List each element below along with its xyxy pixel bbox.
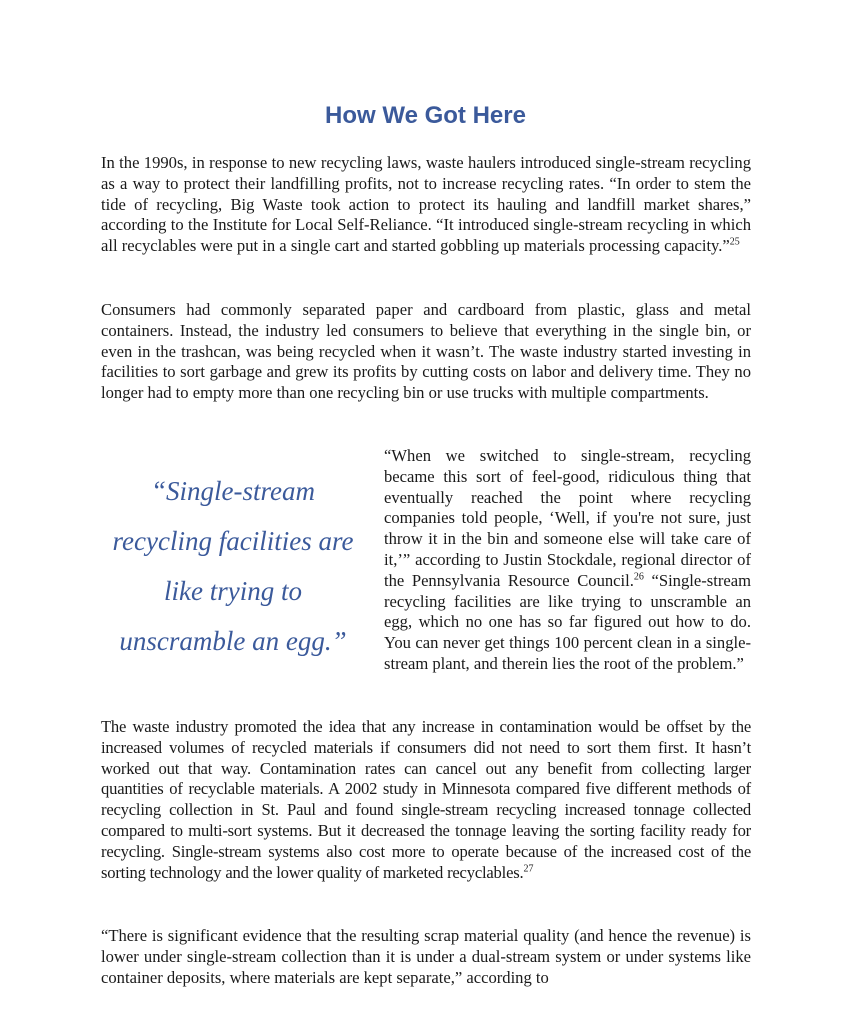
paragraph-contamination bbox=[101, 717, 751, 883]
paragraph-single-stream-origins bbox=[101, 153, 751, 257]
paragraph-consumer-separation bbox=[101, 300, 751, 404]
paragraph-text: The waste industry promoted the idea that any increase in contamination would be offset by the increased volumes of recycled materials if consumers did not need to sort them first. It hasn’t worked out that way. Contamination rates can cancel out any benefit from collecting larger quantities of recyclable materials. A 2002 study in Minnesota compared five different methods of recycling collection in St. Paul and found single-stream recycling increased tonnage collected compared to multi-sort systems. But it decreased the tonnage leaving the sorting facility ready for recycling. Single-stream systems also cost more to operate because of the increased cost of the sorting technology and the lower quality of marketed recyclables. bbox=[101, 717, 751, 882]
paragraph-text: “There is significant evidence that the resulting scrap material quality (and hence the revenue) is lower under single-stream collection than it is under a dual-stream system or under systems like container deposits, where materials are kept separate,” according to bbox=[101, 926, 751, 987]
footnote-reference: 25 bbox=[729, 236, 740, 248]
pull-quote: “Single-stream recycling facilities are like trying to unscramble an egg.” bbox=[112, 476, 354, 656]
quote-text: “When we switched to single-stream, recycling became this sort of feel-good, ridiculous thing that eventually reached the point where recycling companies told people, ‘Well, if you're not sure, just throw it in the bin and someone else will take care of it,’” according to Justin Stockdale, regional director of the Pennsylvania Resource Council. bbox=[384, 446, 751, 590]
quote-text-continued: “Single-stream recycling facilities are like trying to unscramble an egg, which no one has so far figured out how to do. You can never get things 100 percent clean in a single-stream plant, and therein lies the root of the problem.” bbox=[384, 570, 752, 673]
footnote-reference: 26 bbox=[633, 571, 644, 583]
footnote-reference: 27 bbox=[523, 863, 534, 875]
paragraph-material-quality bbox=[101, 926, 751, 988]
block-quote-stockdale bbox=[384, 446, 751, 675]
paragraph-text: Consumers had commonly separated paper and cardboard from plastic, glass and metal containers. Instead, the industry led consumers to believe that everything in the single bin, or even in the trashcan, was being recycled when it wasn’t. The waste industry started investing in facilities to sort garbage and grew its profits by cutting costs on labor and delivery time. They no longer had to empty more than one recycling bin or use trucks with multiple compartments. bbox=[101, 300, 751, 403]
section-heading: How We Got Here bbox=[325, 102, 526, 129]
paragraph-text: In the 1990s, in response to new recycling laws, waste haulers introduced single-stream recycling as a way to protect their landfilling profits, not to increase recycling rates. “In order to stem the tide of recycling, Big Waste took action to protect its hauling and landfill market shares,” according to the Institute for Local Self-Reliance. “It introduced single-stream recycling in which all recyclables were put in a single cart and started gobbling up materials processing capacity.” bbox=[101, 153, 751, 256]
